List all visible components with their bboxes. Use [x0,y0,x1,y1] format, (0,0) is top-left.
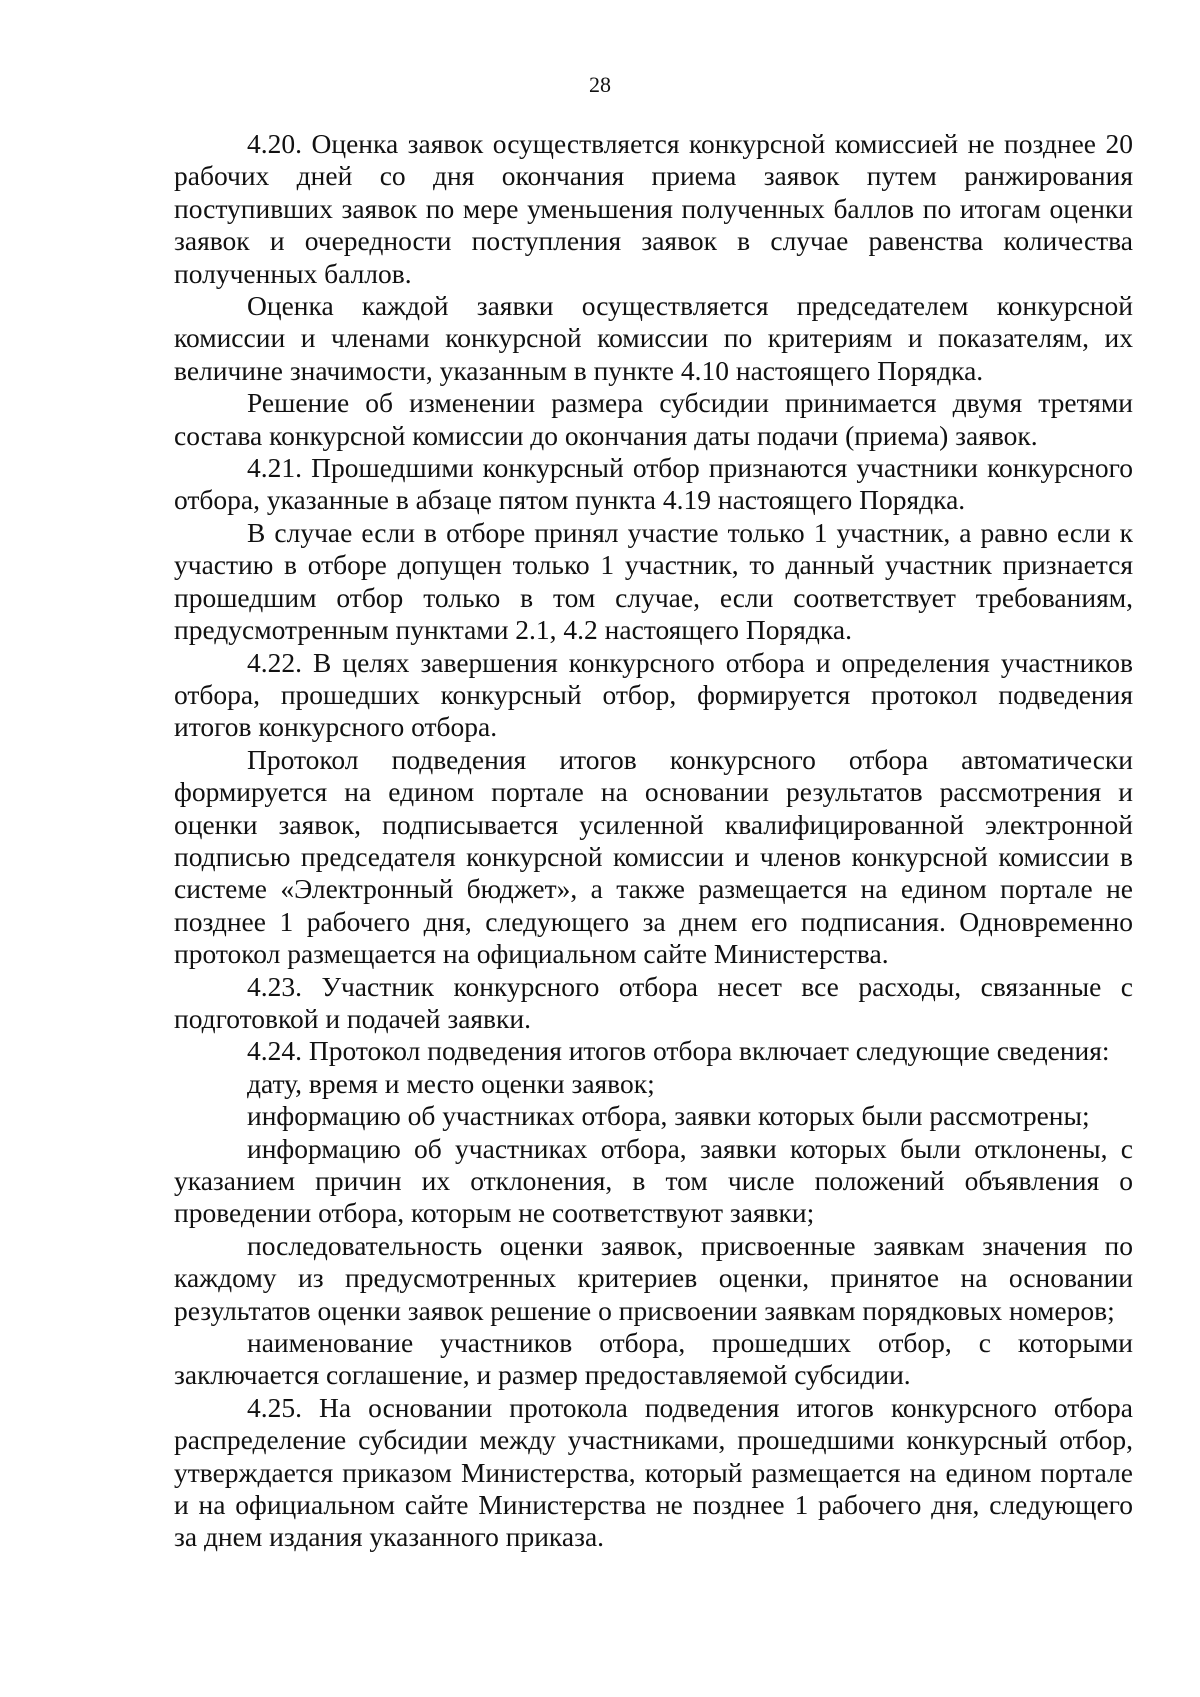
paragraph-4-23: 4.23. Участник конкурсного отбора несет все расходы, связанные с подготовкой и подачей заявки. [174,970,1133,1034]
list-item-date-time-place: дату, время и место оценки заявок; [247,1067,655,1099]
document-body [174,128,1133,1554]
list-item-rejected-participants: информацию об участниках отбора, заявки которых были отклонены, с указанием причин их отклонения, в том числе положений объявления о проведении отбора, которым не соответствуют заявки; [174,1132,1133,1229]
page-number: 28 [589,72,611,97]
paragraph-single-participant: В случае если в отборе принял участие только 1 участник, а равно если к участию в отборе допущен только 1 участник, то данный участник признается прошедшим отбор только в том случае, если соответствует требованиям, предусмотренным пунктами 2.1, 4.2 настоящего Порядка. [174,516,1133,646]
paragraph-evaluation-commission: Оценка каждой заявки осуществляется председателем конкурсной комиссии и членами конкурсной комиссии по критериям и показателям, их величине значимости, указанным в пункте 4.10 настоящего Порядка. [174,290,1133,386]
paragraph-subsidy-change-decision: Решение об изменении размера субсидии принимается двумя третями состава конкурсной комиссии до окончания даты подачи (приема) заявок. [174,387,1133,451]
list-item-winning-participants: наименование участников отбора, прошедших отбор, с которыми заключается соглашение, и размер предоставляемой субсидии. [174,1327,1133,1391]
paragraph-4-20: 4.20. Оценка заявок осуществляется конкурсной комиссией не позднее 20 рабочих дней со дня окончания приема заявок путем ранжирования поступивших заявок по мере уменьшения полученных баллов по итогам оценки заявок и очередности поступления заявок в случае равенства количества полученных баллов. [174,128,1133,289]
paragraph-4-25: 4.25. На основании протокола подведения итогов конкурсного отбора распределение субсидии между участниками, прошедшими конкурсный отбор, утверждается приказом Министерства, который размещается на едином портале и на официальном сайте Министерства не позднее 1 рабочего дня, следующего за днем издания указанного приказа. [174,1391,1133,1553]
paragraph-4-21: 4.21. Прошедшими конкурсный отбор признаются участники конкурсного отбора, указанные в абзаце пятом пункта 4.19 настоящего Порядка. [174,452,1133,516]
list-item-evaluation-sequence: последовательность оценки заявок, присвоенные заявкам значения по каждому из предусмотренных критериев оценки, принятое на основании результатов оценки заявок решение о присвоении заявкам порядковых номеров; [174,1229,1133,1326]
paragraph-protocol-formation: Протокол подведения итогов конкурсного отбора автоматически формируется на едином портале на основании результатов рассмотрения и оценки заявок, подписывается усиленной квалифицированной электронной подписью председателя конкурсной комиссии и членов конкурсной комиссии в системе «Электронный бюджет», а также размещается на едином портале не позднее 1 рабочего дня, следующего за днем его подписания. Одновременно протокол размещается на официальном сайте Министерства. [174,743,1133,970]
list-item-reviewed-participants: информацию об участниках отбора, заявки которых были рассмотрены; [247,1100,1090,1132]
paragraph-4-22: 4.22. В целях завершения конкурсного отбора и определения участников отбора, прошедших конкурсный отбор, формируется протокол подведения итогов конкурсного отбора. [174,646,1133,743]
paragraph-4-24: 4.24. Протокол подведения итогов отбора включает следующие сведения: [247,1035,1110,1067]
